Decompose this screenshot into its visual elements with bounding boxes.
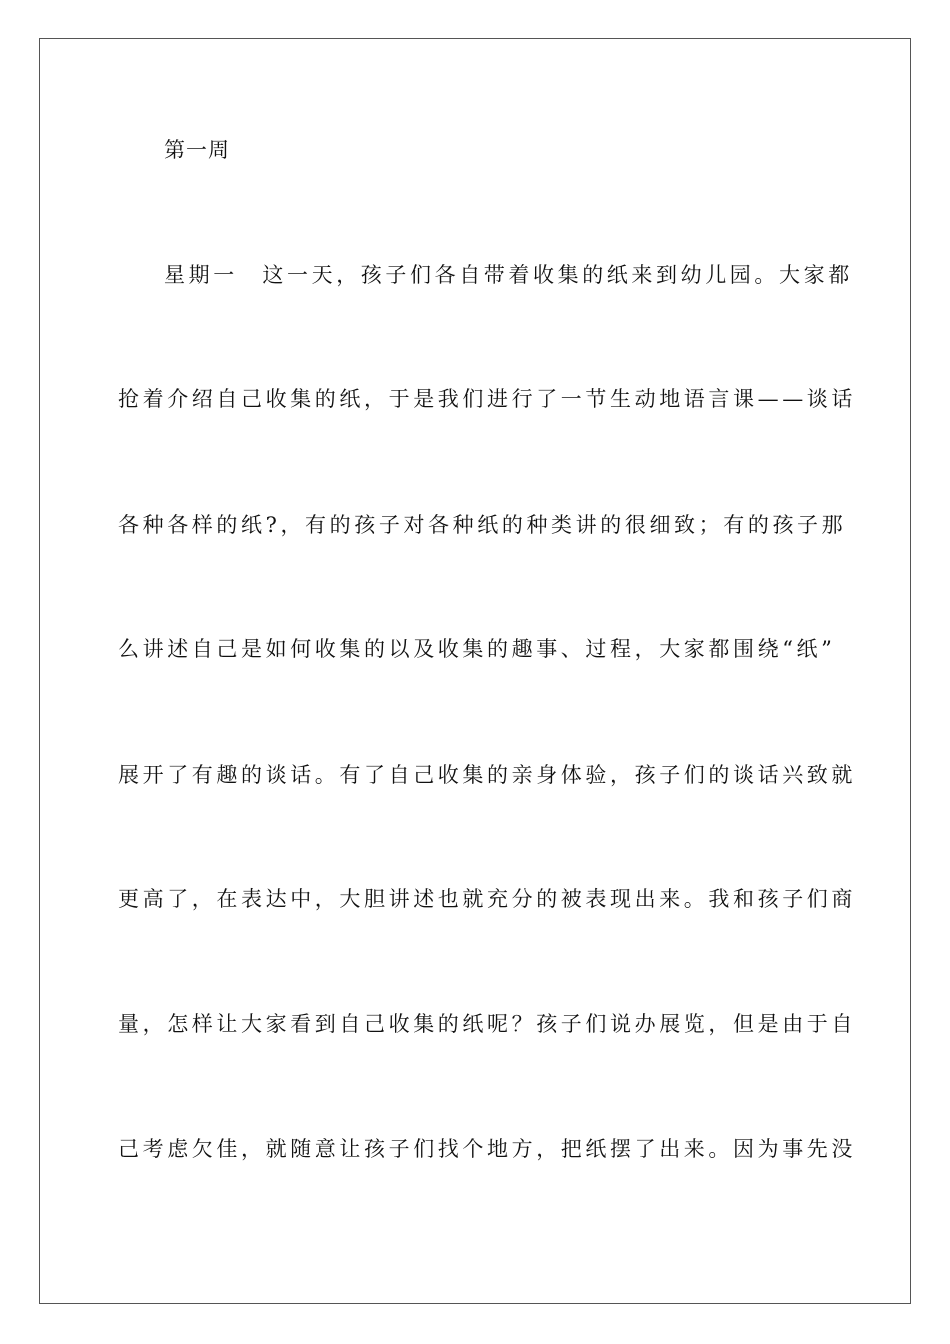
paragraph-line-6: 更高了，在表达中，大胆讲述也就充分的被表现出来。我和孩子们商	[118, 887, 856, 911]
paragraph-line-5: 展开了有趣的谈话。有了自己收集的亲身体验，孩子们的谈话兴致就	[118, 763, 856, 787]
week-heading: 第一周	[164, 138, 230, 162]
paragraph-line-3: 各种各样的纸?，有的孩子对各种纸的种类讲的很细致；有的孩子那	[118, 513, 847, 537]
paragraph-line-1: 星期一 这一天，孩子们各自带着收集的纸来到幼儿园。大家都	[164, 263, 853, 287]
paragraph-line-2: 抢着介绍自己收集的纸，于是我们进行了一节生动地语言课——谈话	[118, 387, 856, 411]
paragraph-line-8: 己考虑欠佳，就随意让孩子们找个地方，把纸摆了出来。因为事先没	[118, 1137, 856, 1161]
paragraph-line-4: 么讲述自己是如何收集的以及收集的趣事、过程，大家都围绕“纸”	[118, 637, 836, 661]
paragraph-line-7: 量，怎样让大家看到自己收集的纸呢？孩子们说办展览，但是由于自	[118, 1012, 856, 1036]
page-border	[39, 38, 911, 1304]
